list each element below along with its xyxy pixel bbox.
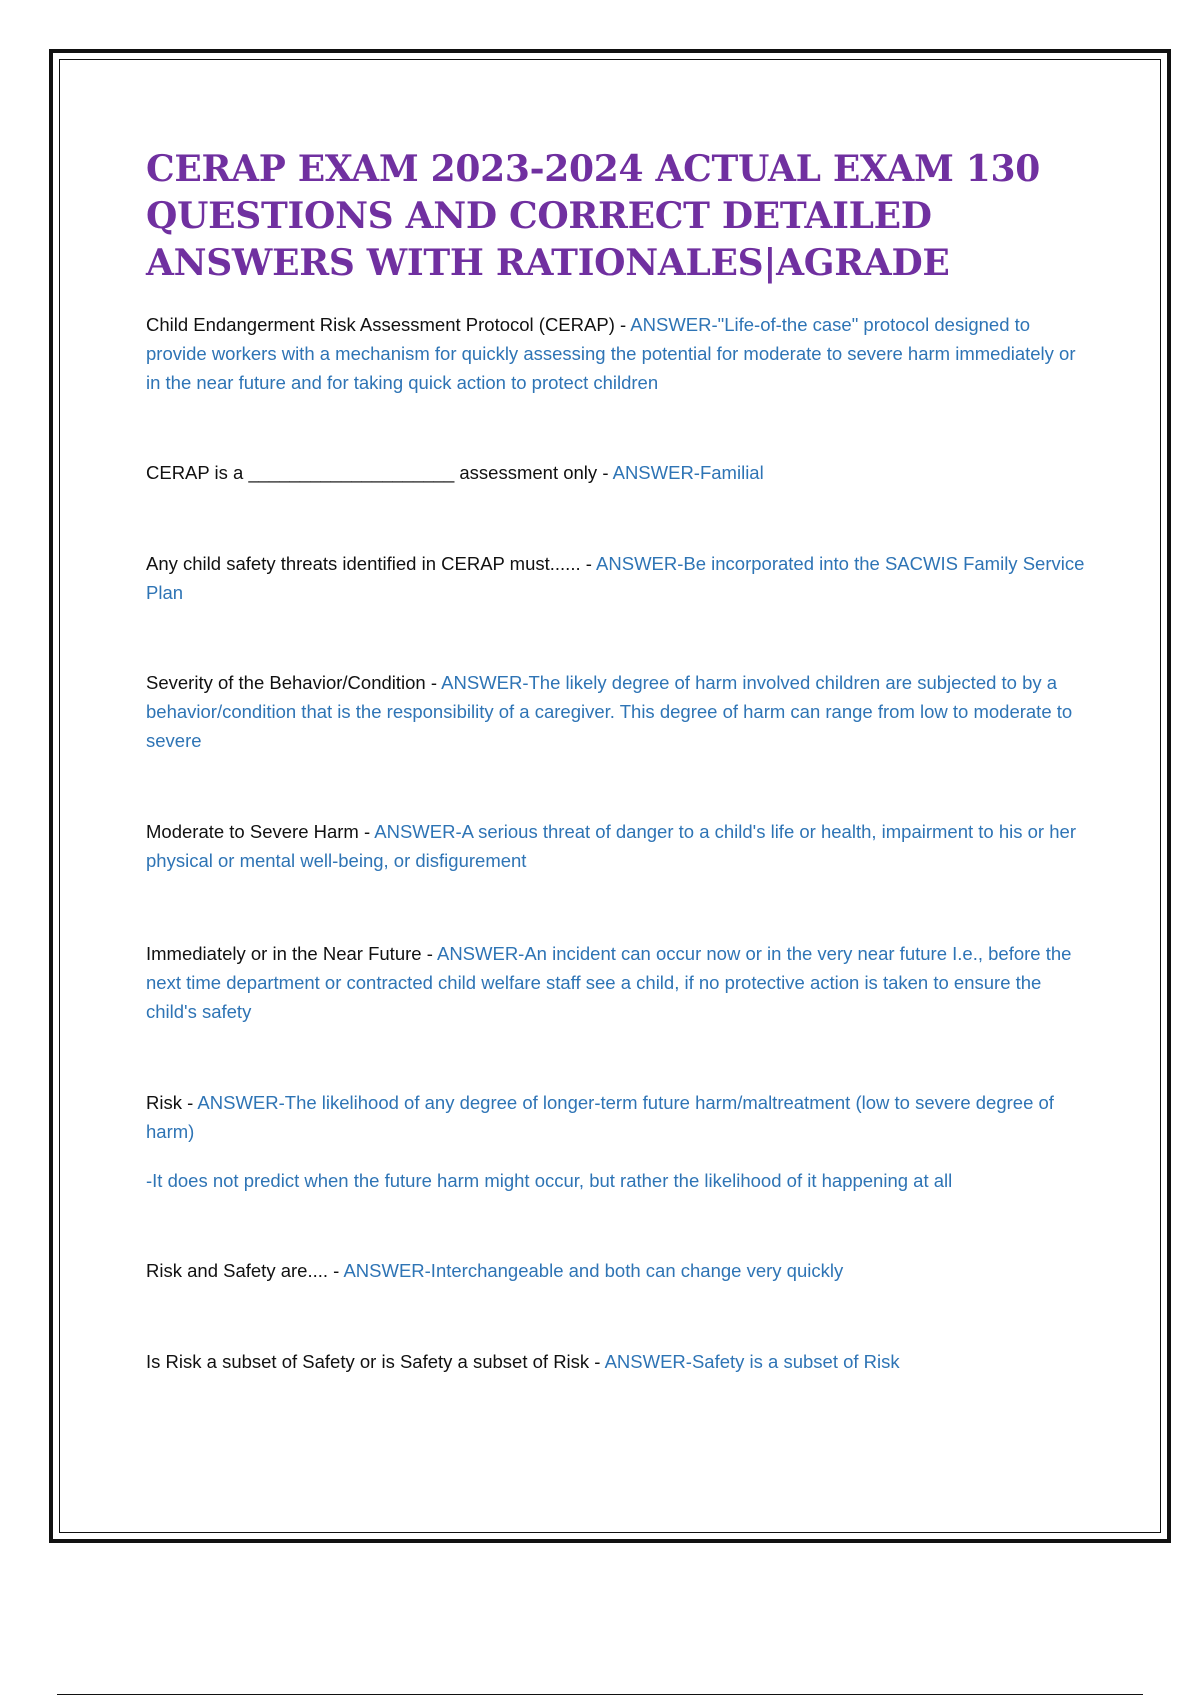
qa-item-safety-threats [146,549,1091,607]
question-text: Severity of the Behavior/Condition [146,672,426,693]
answer-separator: - [181,1092,198,1113]
answer-text: ANSWER-Be incorporated into the SACWIS Family Service Plan [146,553,1085,603]
answer-separator: - [614,314,631,335]
question-text: Risk and Safety are.... [146,1260,329,1281]
answer-text: ANSWER-A serious threat of danger to a child's life or health, impairment to his or her physical or mental well-being, or disfigurement [146,821,1076,871]
answer-text: ANSWER-Familial [612,462,764,483]
answer-text: ANSWER-The likelihood of any degree of longer-term future harm/maltreatment (low to severe degree of harm) [146,1092,1054,1142]
answer-separator: - [328,1260,344,1281]
qa-item-near-future [146,939,1091,1026]
question-text: Moderate to Severe Harm [146,821,359,842]
question-text: CERAP is a ____________________ assessment only [146,462,598,483]
qa-item-cerap-definition [146,310,1091,397]
qa-item-severity [146,668,1091,755]
qa-item-risk-and-safety [146,1256,1091,1285]
answer-text: ANSWER-Interchangeable and both can change very quickly [343,1260,844,1281]
answer-separator: - [425,672,442,693]
qa-item-cerap-assessment-type [146,458,1091,487]
qa-item-subset [146,1347,1091,1376]
qa-item-risk [146,1088,1091,1146]
answer-text: ANSWER-The likely degree of harm involved children are subjected to by a behavior/condition that is the responsibility of a caregiver. This degree of harm can range from low to moderate to severe [146,672,1073,751]
answer-separator: - [597,462,613,483]
question-text: Risk [146,1092,182,1113]
answer-separator: - [580,553,597,574]
question-text: Is Risk a subset of Safety or is Safety a subset of Risk [146,1351,590,1372]
question-text: Child Endangerment Risk Assessment Protocol (CERAP) [146,314,615,335]
qa-item-risk-note: -It does not predict when the future harm might occur, but rather the likelihood of it happening at all [146,1170,953,1191]
answer-text: ANSWER-Safety is a subset of Risk [604,1351,900,1372]
qa-item-moderate-severe-harm [146,817,1091,875]
footer-rule [57,1694,1143,1695]
answer-text: ANSWER-"Life-of-the case" protocol designed to provide workers with a mechanism for quickly assessing the potential for moderate to severe harm immediately or in the near future and for taking quick action to protect children [146,314,1076,393]
document-title: CERAP EXAM 2023-2024 ACTUAL EXAM 130 QUESTIONS AND CORRECT DETAILED ANSWERS WITH RATIONALES|AGRADE [146,148,1040,284]
answer-text: ANSWER-An incident can occur now or in the very near future I.e., before the next time department or contracted child welfare staff see a child, if no protective action is taken to ensure the child's safety [146,943,1072,1022]
answer-separator: - [421,943,437,964]
answer-separator: - [358,821,375,842]
answer-separator: - [589,1351,605,1372]
question-text: Immediately or in the Near Future [146,943,422,964]
question-text: Any child safety threats identified in CERAP must...... [146,553,581,574]
